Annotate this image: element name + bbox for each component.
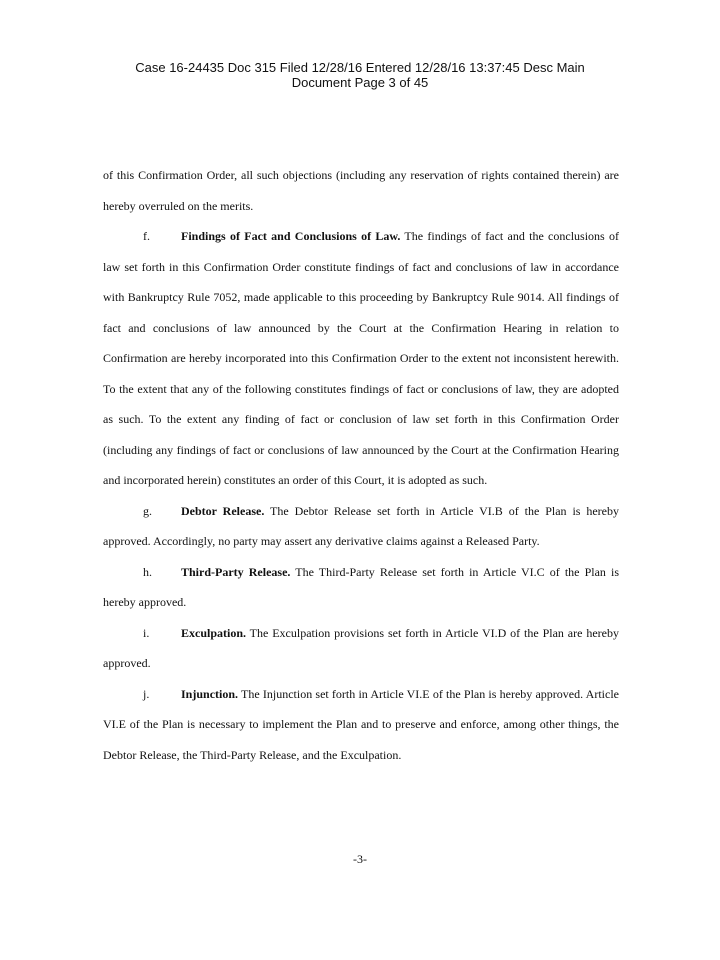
paragraph-continuation [103,160,619,221]
paragraph-text: The Third-Party Release set forth in Article VI.C of the Plan is hereby approved. [103,564,620,609]
paragraph-heading: Third-Party Release. [181,564,291,579]
paragraph-heading: Debtor Release. [181,503,265,518]
paragraph-text: The Debtor Release set forth in Article VI.B of the Plan is hereby approved. Accordingly, no party may assert any derivative claims against a Released Party. [103,503,620,548]
paragraph-j-injunction [103,679,619,771]
paragraph-heading: Injunction. [181,686,239,701]
paragraph-text: The Exculpation provisions set forth in Article VI.D of the Plan are hereby approved. [103,625,619,670]
paragraph-h-third-party-release [103,557,619,618]
case-header [0,60,720,90]
paragraph-text: The Injunction set forth in Article VI.E of the Plan is hereby approved. Article VI.E of the Plan is necessary to implement the Plan and to preserve and enforce, among other things, the Debtor Release, the Third-Party Release, and the Exculpation. [103,686,619,762]
paragraph-f-findings [103,221,619,496]
paragraph-text: The findings of fact and the conclusions of law set forth in this Confirmation Order constitute findings of fact and conclusions of law in accordance with Bankruptcy Rule 7052, made applicable to this proceeding by Bankruptcy Rule 9014. All findings of fact and conclusions of law announced by the Court at the Confirmation Hearing in relation to Confirmation are hereby incorporated into this Confirmation Order to the extent not inconsistent herewith. To the extent that any of the following constitutes findings of fact or conclusions of law, they are adopted as such. To the extent any finding of fact or conclusion of law set forth in this Confirmation Order (including any findings of fact or conclusions of law announced by the Court at the Confirmation Hearing and incorporated herein) constitutes an order of this Court, it is adopted as such. [103,229,619,487]
paragraph-g-debtor-release [103,496,619,557]
page-number: -3- [353,852,367,866]
paragraph-label: f. [143,229,150,243]
paragraph-label: g. [143,503,152,518]
paragraph-label: h. [143,564,152,579]
paragraph-i-exculpation [103,618,619,679]
paragraph-label: j. [143,686,150,701]
case-header-line2: Document Page 3 of 45 [291,75,429,90]
document-body [103,160,619,770]
paragraph-heading: Findings of Fact and Conclusions of Law. [181,229,401,243]
paragraph-text: of this Confirmation Order, all such objections (including any reservation of rights contained therein) are hereby overruled on the merits. [103,168,619,213]
paragraph-heading: Exculpation. [181,625,247,640]
paragraph-label: i. [143,625,150,640]
case-header-line1: Case 16-24435 Doc 315 Filed 12/28/16 Entered 12/28/16 13:37:45 Desc Main [135,60,585,75]
